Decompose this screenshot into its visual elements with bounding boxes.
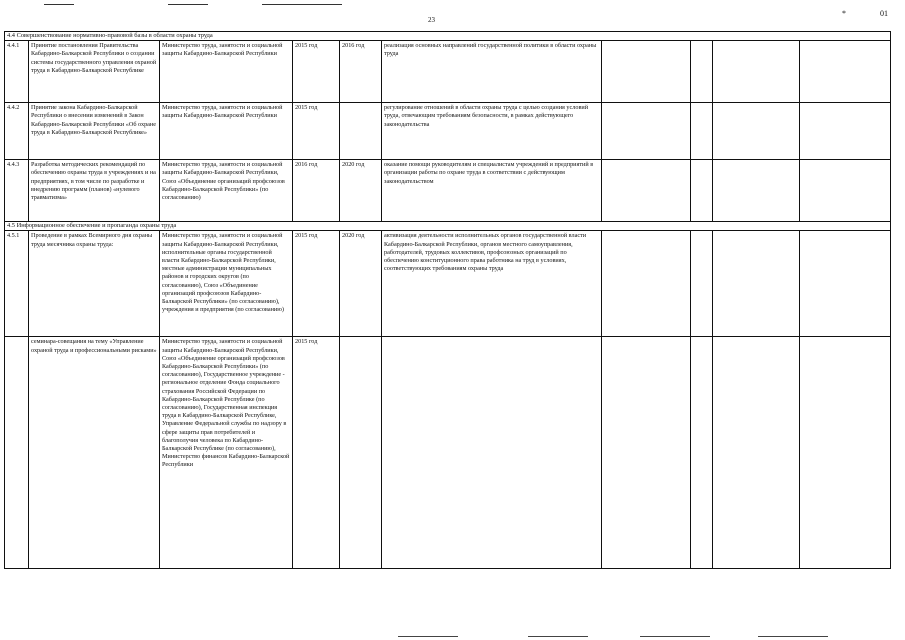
empty-cell: [691, 231, 713, 337]
section-title: 4.4 Совершенствование нормативно-правовой базы в области охраны труда: [5, 32, 891, 41]
empty-cell: [691, 337, 713, 569]
corner-mark-1: *: [842, 9, 846, 18]
event-cell: Принятие закона Кабардино-Балкарской Республики о внесении изменений в Закон Кабардино-Балкарской Республики «Об охране труда в Кабардино-Балкарской Республике»: [29, 103, 160, 160]
empty-cell: [602, 231, 691, 337]
table-row: [5, 231, 891, 337]
bottom-rule-4: [758, 636, 828, 637]
empty-cell: [602, 337, 691, 569]
section-title: 4.5 Информационное обеспечение и пропаганда охраны труда: [5, 222, 891, 231]
empty-cell: [713, 231, 800, 337]
end-year-cell: [340, 337, 382, 569]
page-number: 23: [428, 16, 435, 24]
empty-cell: [800, 103, 891, 160]
event-cell: Принятие постановления Правительства Кабардино-Балкарской Республики о создании системы государственного управления охраной труда в Кабардино-Балкарской Республике: [29, 41, 160, 103]
row-number: 4.5.1: [5, 231, 29, 337]
empty-cell: [800, 231, 891, 337]
row-number: 4.4.3: [5, 160, 29, 222]
start-year-cell: 2016 год: [293, 160, 340, 222]
empty-cell: [713, 103, 800, 160]
executor-cell: Министерство труда, занятости и социальной защиты Кабардино-Балкарской Республики, исполнительные органы государственной власти Кабардино-Балкарской Республики, местные администрации муниципальных районов и городских округов (по согласованию), Союз «Объединение организаций профсоюзов Кабардино-Балкарской Республики» (по согласованию), учреждения и предприятия (по согласованию): [160, 231, 293, 337]
result-cell: реализация основных направлений государственной политики в области охраны труда: [382, 41, 602, 103]
event-cell: Проведение в рамках Всемирного дня охраны труда месячника охраны труда:: [29, 231, 160, 337]
executor-cell: Министерство труда, занятости и социальной защиты Кабардино-Балкарской Республики, Союз «Объединение организаций профсоюзов Кабардино-Балкарской Республики» (по согласованию): [160, 160, 293, 222]
result-cell: [382, 337, 602, 569]
end-year-cell: [340, 103, 382, 160]
section-header: [5, 32, 891, 41]
table-row: [5, 160, 891, 222]
end-year-cell: 2020 год: [340, 160, 382, 222]
executor-cell: Министерство труда, занятости и социальной защиты Кабардино-Балкарской Республики: [160, 41, 293, 103]
empty-cell: [602, 103, 691, 160]
empty-cell: [800, 160, 891, 222]
start-year-cell: 2015 год: [293, 41, 340, 103]
empty-cell: [713, 41, 800, 103]
program-table: [4, 31, 891, 569]
row-number: 4.4.1: [5, 41, 29, 103]
row-number: 4.4.2: [5, 103, 29, 160]
event-cell: Разработка методических рекомендаций по обеспечению охраны труда в учреждениях и на предприятиях, в том числе по разработке и внедрению программ (планов) «нулевого травматизма»: [29, 160, 160, 222]
table-row: [5, 103, 891, 160]
empty-cell: [691, 41, 713, 103]
top-rule-1: [44, 4, 74, 5]
result-cell: активизация деятельности исполнительных органов государственной власти Кабардино-Балкарской Республики, органов местного самоуправления, работодателей, трудовых коллективов, профсоюзных организаций по обеспечению конституционного права работника на труд в условиях, соответствующих требованиям охраны труда: [382, 231, 602, 337]
start-year-cell: 2015 год: [293, 337, 340, 569]
table-row: [5, 41, 891, 103]
executor-cell: Министерство труда, занятости и социальной защиты Кабардино-Балкарской Республики: [160, 103, 293, 160]
empty-cell: [713, 160, 800, 222]
result-cell: регулирование отношений в области охраны труда с целью создания условий труда, отвечающим требованиям безопасности, в рамках действующего законодательства: [382, 103, 602, 160]
event-cell: семинара-совещания на тему «Управление охраной труда и профессиональными рисками»: [29, 337, 160, 569]
corner-mark-2: 01: [880, 9, 888, 18]
section-header: [5, 222, 891, 231]
end-year-cell: 2020 год: [340, 231, 382, 337]
empty-cell: [602, 41, 691, 103]
bottom-rule-2: [528, 636, 588, 637]
row-number: [5, 337, 29, 569]
table-row: [5, 337, 891, 569]
empty-cell: [602, 160, 691, 222]
top-rule-2: [168, 4, 208, 5]
executor-cell: Министерство труда, занятости и социальной защиты Кабардино-Балкарской Республики, Союз «Объединение организаций профсоюзов Кабардино-Балкарской Республики» (по согласованию), Государственное учреждение - региональное отделение Фонда социального страхования Российской Федерации по Кабардино-Балкарской Республике (по согласованию), Государственная инспекция труда в Кабардино-Балкарской Республике, Управление Федеральной службы по надзору в сфере защиты прав потребителей и благополучия человека по Кабардино-Балкарской Республике (по согласованию), Министерство финансов Кабардино-Балкарской Республики: [160, 337, 293, 569]
empty-cell: [713, 337, 800, 569]
start-year-cell: 2015 год: [293, 103, 340, 160]
empty-cell: [800, 41, 891, 103]
empty-cell: [691, 160, 713, 222]
result-cell: оказание помощи руководителям и специалистам учреждений и предприятий в организации работы по охране труда в соответствии с действующим законодательством: [382, 160, 602, 222]
bottom-rule-3: [640, 636, 710, 637]
end-year-cell: 2016 год: [340, 41, 382, 103]
empty-cell: [800, 337, 891, 569]
start-year-cell: 2015 год: [293, 231, 340, 337]
top-rule-3: [262, 4, 342, 5]
bottom-rule-1: [398, 636, 458, 637]
empty-cell: [691, 103, 713, 160]
